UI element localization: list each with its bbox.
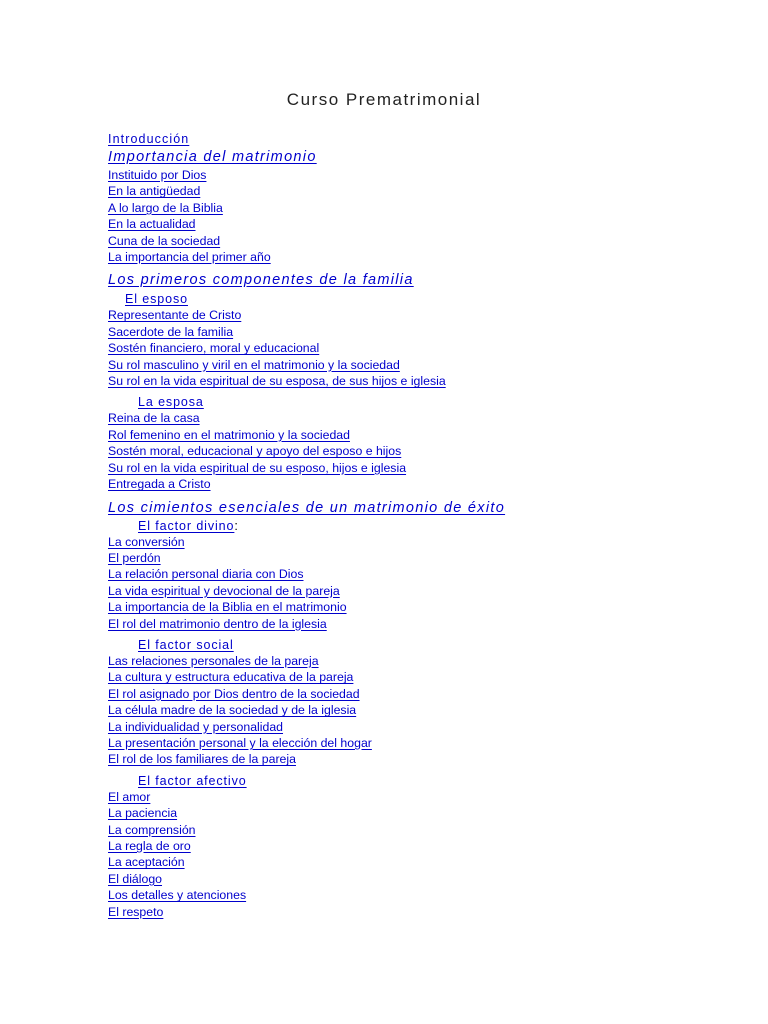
toc-link[interactable]: La aceptación (108, 855, 185, 870)
toc-subsection-link[interactable]: El factor afectivo (138, 773, 247, 788)
list-item (108, 735, 748, 751)
list-item (108, 789, 748, 805)
toc-intro-row (108, 131, 748, 147)
list-item (108, 751, 748, 767)
list-item (108, 887, 748, 903)
toc-subsection-heading (108, 394, 748, 410)
toc-subsection-link[interactable]: El factor social (138, 637, 234, 652)
toc-subsection-heading (108, 291, 748, 307)
toc-link[interactable]: Su rol masculino y viril en el matrimonio y la sociedad (108, 357, 400, 372)
toc-link[interactable]: Cuna de la sociedad (108, 233, 221, 248)
toc-link[interactable]: A lo largo de la Biblia (108, 200, 223, 215)
list-item (108, 324, 748, 340)
list-item (108, 476, 748, 492)
toc-link[interactable]: El rol de los familiares de la pareja (108, 752, 296, 767)
toc-section-heading (108, 499, 748, 517)
toc-subsection-link[interactable]: El esposo (125, 292, 188, 307)
list-item (108, 583, 748, 599)
toc-link[interactable]: Sostén moral, educacional y apoyo del esposo e hijos (108, 444, 402, 459)
list-item (108, 669, 748, 685)
toc-section-heading (108, 148, 748, 166)
toc-link[interactable]: En la antigüedad (108, 184, 201, 199)
toc-link[interactable]: Las relaciones personales de la pareja (108, 653, 319, 668)
list-item (108, 183, 748, 199)
list-item (108, 838, 748, 854)
list-item (108, 854, 748, 870)
list-item (108, 653, 748, 669)
toc-link[interactable]: Rol femenino en el matrimonio y la sociedad (108, 427, 350, 442)
toc-section-link[interactable]: Los cimientos esenciales de un matrimonio de éxito (108, 499, 506, 516)
toc-link[interactable]: El rol del matrimonio dentro de la iglesia (108, 616, 327, 631)
toc-subsection-link[interactable]: La esposa (138, 395, 204, 410)
list-item (108, 550, 748, 566)
page-title: Curso Prematrimonial (286, 90, 482, 109)
toc-subsection-heading (108, 773, 748, 789)
list-item (108, 249, 748, 265)
toc-link[interactable]: El diálogo (108, 871, 163, 886)
toc-link[interactable]: La presentación personal y la elección del hogar (108, 735, 372, 750)
toc-link[interactable]: El amor (108, 789, 151, 804)
list-item (108, 534, 748, 550)
list-item (108, 686, 748, 702)
list-item (108, 216, 748, 232)
toc-link[interactable]: La importancia del primer año (108, 250, 271, 265)
toc-subsection-link[interactable]: El factor divino (138, 518, 235, 533)
list-item (108, 410, 748, 426)
toc-link[interactable]: Instituido por Dios (108, 168, 207, 182)
list-item (108, 307, 748, 323)
toc-link[interactable]: La paciencia (108, 806, 178, 821)
table-of-contents (108, 131, 748, 920)
toc-link[interactable]: El perdón (108, 550, 161, 565)
toc-link[interactable]: La célula madre de la sociedad y de la iglesia (108, 703, 357, 718)
colon-text: : (234, 518, 239, 533)
toc-link[interactable]: Reina de la casa (108, 411, 200, 426)
list-item (108, 805, 748, 821)
list-item (108, 719, 748, 735)
list-item (108, 357, 748, 373)
toc-link[interactable]: Representante de Cristo (108, 308, 242, 323)
toc-link[interactable]: Entregada a Cristo (108, 477, 211, 492)
toc-link[interactable]: Sacerdote de la familia (108, 324, 234, 339)
toc-link[interactable]: La vida espiritual y devocional de la pareja (108, 583, 340, 598)
list-item (108, 871, 748, 887)
list-item (108, 200, 748, 216)
list-item (108, 427, 748, 443)
toc-subsection-heading (108, 518, 748, 534)
toc-link[interactable]: La regla de oro (108, 839, 191, 853)
toc-link[interactable]: La individualidad y personalidad (108, 719, 284, 734)
list-item (108, 233, 748, 249)
toc-subsection-heading (108, 637, 748, 653)
list-item (108, 167, 748, 183)
list-item (108, 443, 748, 459)
list-item (108, 566, 748, 582)
toc-link[interactable]: Su rol en la vida espiritual de su esposa, de sus hijos e iglesia (108, 374, 446, 389)
list-item (108, 460, 748, 476)
toc-link[interactable]: La conversión (108, 534, 185, 549)
list-item (108, 904, 748, 920)
toc-link[interactable]: En la actualidad (108, 217, 196, 232)
toc-link[interactable]: El rol asignado por Dios dentro de la sociedad (108, 686, 360, 701)
toc-link[interactable]: La relación personal diaria con Dios (108, 567, 304, 582)
list-item (108, 599, 748, 615)
toc-link[interactable]: La comprensión (108, 822, 196, 837)
toc-link[interactable]: Los detalles y atenciones (108, 888, 247, 903)
list-item (108, 702, 748, 718)
list-item (108, 373, 748, 389)
toc-section-link[interactable]: Importancia del matrimonio (108, 149, 317, 165)
toc-link[interactable]: Sostén financiero, moral y educacional (108, 341, 320, 356)
toc-link-introduccion[interactable]: Introducción (108, 132, 190, 146)
toc-section-link[interactable]: Los primeros componentes de la familia (108, 272, 414, 289)
toc-link[interactable]: Su rol en la vida espiritual de su esposo, hijos e iglesia (108, 460, 407, 475)
list-item (108, 616, 748, 632)
toc-link[interactable]: La importancia de la Biblia en el matrimonio (108, 600, 347, 615)
toc-link[interactable]: El respeto (108, 904, 164, 919)
toc-link[interactable]: La cultura y estructura educativa de la pareja (108, 670, 354, 685)
list-item (108, 822, 748, 838)
list-item (108, 340, 748, 356)
toc-section-heading (108, 271, 748, 289)
